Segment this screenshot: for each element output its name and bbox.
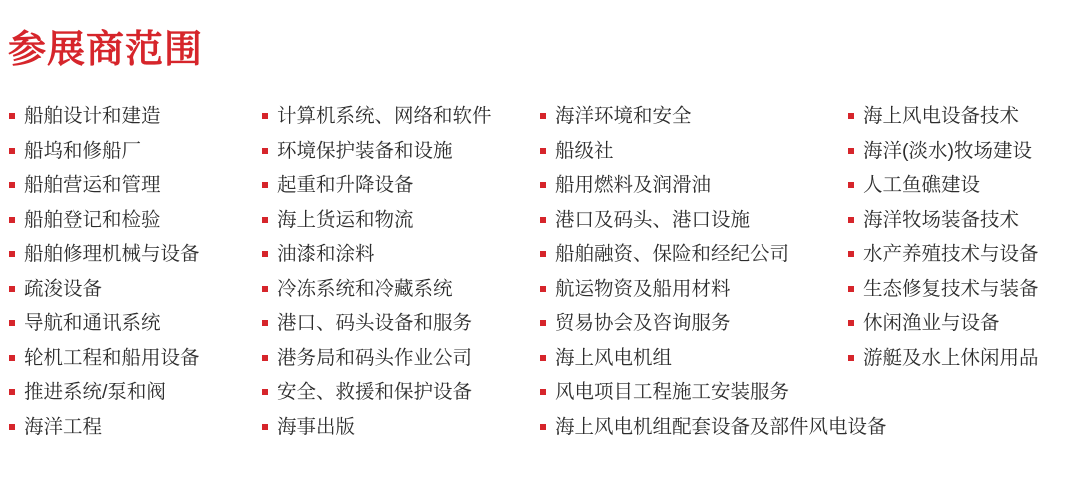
bullet-icon	[9, 320, 15, 326]
list-item	[8, 243, 255, 265]
list-item-label: 轮机工程和船用设备	[24, 346, 200, 369]
bullet-icon	[848, 217, 854, 223]
bullet-icon	[848, 320, 854, 326]
list-item	[261, 416, 533, 438]
list-item	[847, 347, 1080, 369]
bullet-icon	[262, 113, 268, 119]
bullet-icon	[262, 389, 268, 395]
list-item-label: 海洋环境和安全	[555, 105, 692, 127]
list-item	[539, 105, 841, 127]
bullet-icon	[9, 389, 15, 395]
list-item	[847, 209, 1080, 231]
list-item-label: 油漆和涂料	[277, 243, 375, 265]
list-item	[539, 312, 841, 334]
page-title: 参展商范围	[8, 29, 204, 71]
list-item-label: 船舶设计和建造	[24, 105, 161, 127]
list-item-label: 船级社	[555, 139, 614, 162]
list-item-label: 生态修复技术与装备	[863, 277, 1039, 300]
list-item-label: 风电项目工程施工安装服务	[555, 381, 790, 403]
bullet-icon	[848, 113, 854, 119]
scope-list-4	[847, 105, 1080, 369]
list-item	[8, 140, 255, 162]
bullet-icon	[9, 286, 15, 292]
bullet-icon	[9, 251, 15, 257]
scope-column-1	[0, 105, 255, 450]
bullet-icon	[540, 320, 546, 326]
scope-columns	[0, 105, 1080, 450]
list-item	[261, 243, 533, 265]
list-item	[539, 347, 841, 369]
bullet-icon	[262, 251, 268, 257]
list-item-label: 安全、救援和保护设备	[277, 381, 473, 403]
list-item	[261, 347, 533, 369]
list-item-label: 海洋(淡水)牧场建设	[863, 139, 1032, 162]
list-item-label: 游艇及水上休闲用品	[863, 346, 1039, 369]
list-item	[261, 278, 533, 300]
bullet-icon	[540, 251, 546, 257]
bullet-icon	[9, 113, 15, 119]
bullet-icon	[9, 355, 15, 361]
bullet-icon	[540, 113, 546, 119]
list-item-label: 航运物资及船用材料	[555, 277, 731, 300]
list-item-label: 海事出版	[277, 415, 356, 438]
list-item	[539, 209, 841, 231]
list-item-label: 休闲渔业与设备	[863, 312, 1000, 334]
list-item-label: 贸易协会及咨询服务	[555, 312, 731, 334]
bullet-icon	[540, 182, 546, 188]
scope-list-1	[8, 105, 255, 438]
scope-list-3	[539, 105, 887, 438]
bullet-icon	[9, 217, 15, 223]
list-item-label: 冷冻系统和冷藏系统	[277, 277, 453, 300]
bullet-icon	[262, 148, 268, 154]
bullet-icon	[540, 217, 546, 223]
list-item	[847, 140, 1080, 162]
list-item	[847, 312, 1080, 334]
list-item-label: 导航和通讯系统	[24, 312, 161, 334]
list-item	[8, 105, 255, 127]
list-item	[847, 174, 1080, 196]
list-item-label: 人工鱼礁建设	[863, 174, 981, 196]
bullet-icon	[9, 148, 15, 154]
list-item	[8, 278, 255, 300]
list-item-label: 海上货运和物流	[277, 208, 414, 231]
list-item-label: 船舶营运和管理	[24, 174, 161, 196]
list-item	[8, 209, 255, 231]
list-item-label: 海上风电机组配套设备及部件风电设备	[555, 415, 887, 438]
list-item-label: 海洋工程	[24, 415, 103, 438]
list-item-label: 港口及码头、港口设施	[555, 208, 751, 231]
scope-column-2	[255, 105, 533, 450]
scope-column-3	[533, 105, 887, 450]
bullet-icon	[262, 355, 268, 361]
bullet-icon	[262, 217, 268, 223]
bullet-icon	[848, 251, 854, 257]
list-item	[261, 381, 533, 403]
bullet-icon	[540, 148, 546, 154]
list-item	[539, 381, 841, 403]
list-item	[8, 312, 255, 334]
bullet-icon	[9, 182, 15, 188]
bullet-icon	[848, 286, 854, 292]
list-item-label: 船舶登记和检验	[24, 208, 161, 231]
list-item	[539, 278, 841, 300]
list-item	[261, 105, 533, 127]
list-item	[261, 140, 533, 162]
list-item-label: 海上风电设备技术	[863, 105, 1020, 127]
bullet-icon	[9, 424, 15, 430]
scope-column-4	[841, 105, 1080, 381]
list-item	[847, 105, 1080, 127]
list-item-label: 船坞和修船厂	[24, 139, 142, 162]
list-item-label: 环境保护装备和设施	[277, 139, 453, 162]
list-item-label: 港务局和码头作业公司	[277, 346, 473, 369]
bullet-icon	[540, 389, 546, 395]
list-item-label: 港口、码头设备和服务	[277, 312, 473, 334]
list-item-label: 船舶修理机械与设备	[24, 243, 200, 265]
list-item	[8, 174, 255, 196]
bullet-icon	[262, 320, 268, 326]
bullet-icon	[540, 424, 546, 430]
bullet-icon	[848, 355, 854, 361]
bullet-icon	[540, 355, 546, 361]
list-item-label: 推进系统/泵和阀	[24, 381, 166, 403]
list-item	[8, 381, 255, 403]
bullet-icon	[262, 424, 268, 430]
list-item-label: 起重和升降设备	[277, 174, 414, 196]
list-item-label: 海上风电机组	[555, 346, 673, 369]
list-item	[8, 416, 255, 438]
list-item	[261, 209, 533, 231]
bullet-icon	[848, 148, 854, 154]
list-item	[539, 243, 841, 265]
bullet-icon	[848, 182, 854, 188]
list-item-label: 海洋牧场装备技术	[863, 208, 1020, 231]
list-item	[539, 140, 841, 162]
bullet-icon	[262, 182, 268, 188]
list-item	[539, 174, 841, 196]
list-item	[8, 347, 255, 369]
list-item-label: 水产养殖技术与设备	[863, 243, 1039, 265]
scope-list-2	[261, 105, 533, 438]
list-item	[847, 243, 1080, 265]
bullet-icon	[540, 286, 546, 292]
list-item	[539, 415, 887, 438]
list-item-label: 船用燃料及润滑油	[555, 174, 712, 196]
bullet-icon	[262, 286, 268, 292]
list-item-label: 船舶融资、保险和经纪公司	[555, 243, 790, 265]
list-item	[261, 312, 533, 334]
list-item	[847, 278, 1080, 300]
list-item-label: 计算机系统、网络和软件	[277, 105, 492, 127]
list-item	[261, 174, 533, 196]
list-item-label: 疏浚设备	[24, 277, 103, 300]
